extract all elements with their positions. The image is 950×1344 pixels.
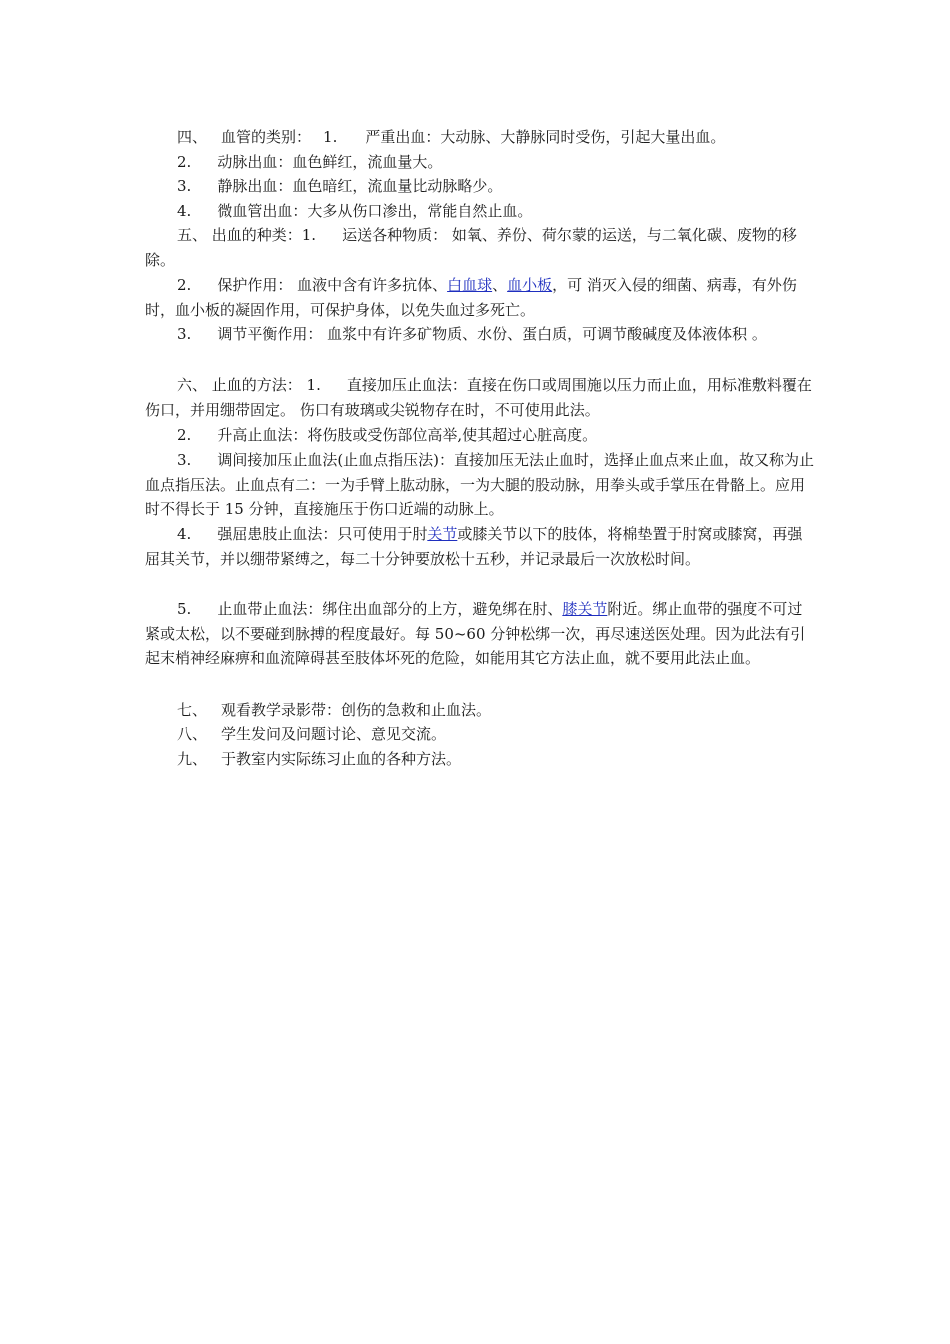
section-number: 八、 [177, 725, 208, 743]
paragraph-flexion [145, 522, 817, 571]
item-text: 动脉出血：血色鲜红，流血量大。 [217, 153, 443, 171]
paragraph-video [145, 698, 817, 723]
paragraph-tourniquet [145, 597, 817, 671]
link-joint[interactable]: 关节 [427, 525, 458, 543]
paragraph-pressure-point [145, 448, 817, 522]
item-number: 4. [177, 525, 192, 543]
section-heading: 六、 止血的方法： 1. [177, 376, 321, 394]
item-number: 2. [177, 426, 192, 444]
item-number: 4. [177, 202, 192, 220]
item-text: 或膝关节以下的肢体，将棉垫置于肘窝或膝窝，再强屈其关节，并以绷带紧缚之，每二十分钟要放松十五秒，并记录最后一次放松时间。 [145, 525, 803, 568]
item-text: 止血带止血法：绑住出血部分的上方，避免绑在肘、 [217, 600, 563, 618]
item-text: ，可 消灭入侵的细菌、病毒，有外伤时，血小板的凝固作用，可保护身体，以免失血过多死亡。 [145, 276, 797, 319]
section-heading: 五、 出血的种类：1. [177, 226, 317, 244]
item-number: 5. [177, 600, 192, 618]
paragraph-protection [145, 273, 817, 322]
item-text: 保护作用： 血液中含有许多抗体、 [217, 276, 448, 294]
item-number: 3. [177, 177, 192, 195]
item-text: 调节平衡作用： 血浆中有许多矿物质、水份、蛋白质，可调节酸碱度及体液体积 。 [217, 325, 767, 343]
section-number: 九、 [177, 750, 208, 768]
item-number: 2. [177, 153, 192, 171]
link-knee-joint[interactable]: 膝关节 [562, 600, 608, 618]
paragraph-elevation [145, 423, 817, 448]
item-text: 学生发问及问题讨论、意见交流。 [221, 725, 447, 743]
item-text: 调间接加压止血法(止血点指压法)：直接加压无法止血时，选择止血点来止血，故又称为止血点指压法。止血点有二：一为手臂上肱动脉，一为大腿的股动脉，用拳头或手掌压在骨骼上。应用时不得长于 15 分钟，直接施压于伤口近端的动脉上。 [145, 451, 815, 518]
item-text: 静脉出血：血色暗红，流血量比动脉略少。 [217, 177, 503, 195]
link-white-blood-cells[interactable]: 白血球 [447, 276, 493, 294]
separator: 、 [492, 276, 508, 294]
paragraph-arterial [145, 150, 817, 175]
item-text: 升高止血法：将伤肢或受伤部位高举,使其超过心脏高度。 [217, 426, 598, 444]
paragraph-capillary [145, 199, 817, 224]
item-number: 1. [323, 128, 338, 146]
paragraph-venous [145, 174, 817, 199]
item-text: 强屈患肢止血法：只可使用于肘 [217, 525, 428, 543]
paragraph-regulation [145, 322, 817, 347]
paragraph-bleeding-types [145, 223, 817, 272]
item-text: 附近。绑止血带的强度不可过紧或太松，以不要碰到脉搏的程度最好。每 50~60 分钟松绑一次，再尽速送医处理。因为此法有引起末梢神经麻痹和血流障碍甚至肢体坏死的危险，如能用其它方法止血，就不要用此法止血。 [145, 600, 806, 667]
item-text: 直接加压止血法：直接在伤口或周围施以压力而止血，用标准敷料覆在伤口，并用绷带固定。 伤口有玻璃或尖锐物存在时，不可使用此法。 [145, 376, 812, 419]
section-heading: 血管的类别： [221, 128, 312, 146]
section-number: 四、 [177, 128, 208, 146]
item-text: 微血管出血：大多从伤口渗出，常能自然止血。 [217, 202, 533, 220]
paragraph-vessel-types [145, 125, 817, 150]
section-number: 七、 [177, 701, 208, 719]
link-platelets[interactable]: 血小板 [507, 276, 553, 294]
item-number: 2. [177, 276, 192, 294]
item-text: 于教室内实际练习止血的各种方法。 [221, 750, 462, 768]
paragraph-discussion [145, 722, 817, 747]
item-number: 3. [177, 325, 192, 343]
item-text: 观看教学录影带：创伤的急救和止血法。 [221, 701, 492, 719]
item-text: 运送各种物质： 如氧、养份、荷尔蒙的运送，与二氧化碳、废物的移除。 [145, 226, 797, 269]
item-text: 严重出血：大动脉、大静脉同时受伤，引起大量出血。 [365, 128, 726, 146]
paragraph-hemostasis-methods [145, 373, 817, 422]
item-number: 3. [177, 451, 192, 469]
paragraph-practice [145, 747, 817, 772]
